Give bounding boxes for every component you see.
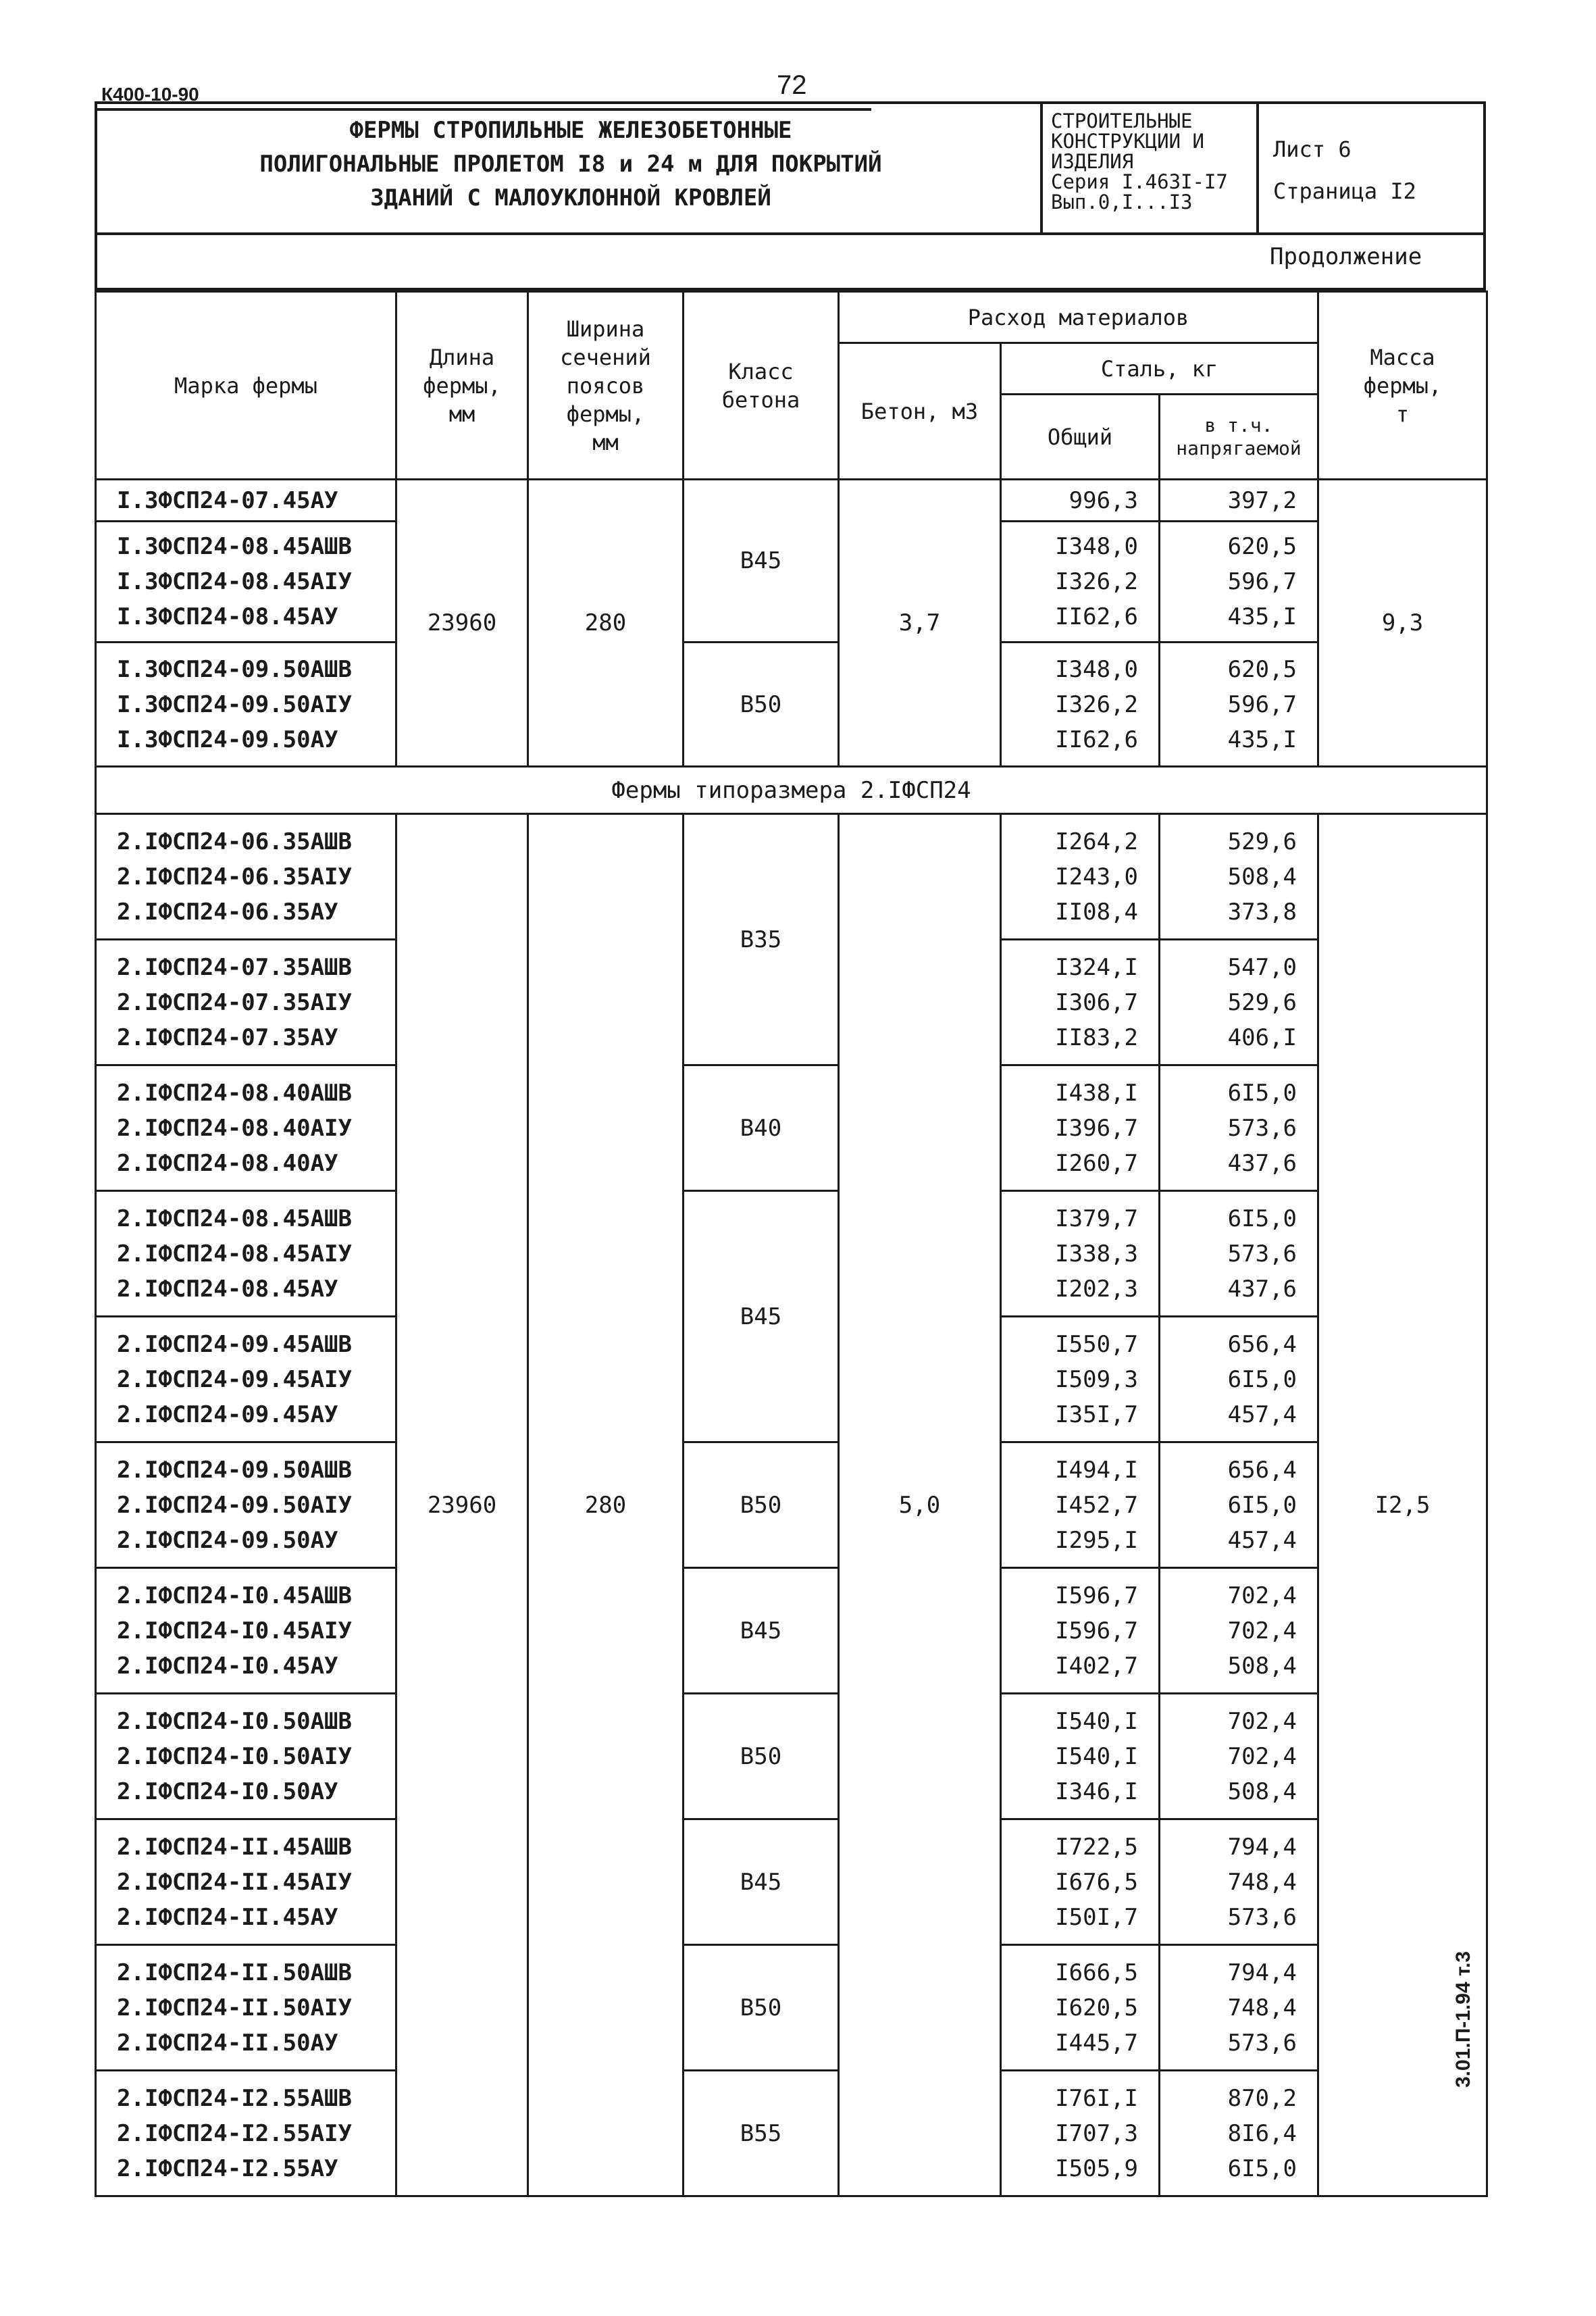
header-steel: Сталь, кг — [1001, 343, 1318, 395]
steel-prestressed-cell: 6I5,0 573,6 437,6 — [1160, 1065, 1318, 1191]
class-cell: В45 — [684, 480, 839, 643]
class-cell: В35 — [684, 814, 839, 1065]
class-cell: В40 — [684, 1065, 839, 1191]
series-line: СТРОИТЕЛЬНЫЕ — [1051, 109, 1193, 132]
length-cell: 23960 — [396, 480, 528, 767]
document-code: К400-10-90 — [101, 84, 199, 105]
series-line: ИЗДЕЛИЯ — [1051, 150, 1134, 173]
class-cell: В45 — [684, 1568, 839, 1694]
title-line: ЗДАНИЙ С МАЛОУКЛОННОЙ КРОВЛЕЙ — [370, 184, 771, 211]
header-steel-prestressed: в т.ч. напрягаемой — [1160, 395, 1318, 480]
continuation-label: Продолжение — [1270, 243, 1422, 270]
steel-total-cell: 996,3 — [1001, 480, 1160, 522]
steel-prestressed-cell: 702,4 702,4 508,4 — [1160, 1694, 1318, 1819]
title-line: ФЕРМЫ СТРОПИЛЬНЫЕ ЖЕЛЕЗОБЕТОННЫЕ — [349, 117, 792, 144]
header-width: Ширина сечений поясов фермы, мм — [528, 292, 684, 480]
header-mark: Марка фермы — [96, 292, 396, 480]
header-length: Длина фермы, мм — [396, 292, 528, 480]
steel-prestressed-cell: 656,4 6I5,0 457,4 — [1160, 1317, 1318, 1442]
mark-cell: 2.IФСП24-08.40АШВ 2.IФСП24-08.40АIУ 2.IФСП24-08.40АУ — [96, 1065, 396, 1191]
steel-prestressed-cell: 6I5,0 573,6 437,6 — [1160, 1191, 1318, 1317]
steel-prestressed-cell: 620,5 596,7 435,I — [1160, 643, 1318, 767]
series-line: Вып.0,I...I3 — [1051, 191, 1193, 213]
mark-cell: 2.IФСП24-I0.45АШВ 2.IФСП24-I0.45АIУ 2.IФСП24-I0.45АУ — [96, 1568, 396, 1694]
mark-cell: 2.IФСП24-I2.55АШВ 2.IФСП24-I2.55АIУ 2.IФСП24-I2.55АУ — [96, 2071, 396, 2196]
concrete-cell: 5,0 — [839, 814, 1001, 2196]
header-mass: Масса фермы, т — [1318, 292, 1487, 480]
mass-cell: 9,3 — [1318, 480, 1487, 767]
mark-cell: 2.IФСП24-II.50АШВ 2.IФСП24-II.50АIУ 2.IФСП24-II.50АУ — [96, 1945, 396, 2071]
document-title — [108, 114, 1033, 215]
series-line: КОНСТРУКЦИИ И — [1051, 130, 1204, 153]
steel-prestressed-cell: 529,6 508,4 373,8 — [1160, 814, 1318, 940]
steel-total-cell: I540,I I540,I I346,I — [1001, 1694, 1160, 1819]
steel-prestressed-cell: 794,4 748,4 573,6 — [1160, 1945, 1318, 2071]
truss-table — [95, 291, 1488, 2197]
mark-cell: 2.IФСП24-06.35АШВ 2.IФСП24-06.35АIУ 2.IФСП24-06.35АУ — [96, 814, 396, 940]
header-materials: Расход материалов — [839, 292, 1318, 343]
title-divider — [1040, 101, 1043, 235]
steel-total-cell: I264,2 I243,0 II08,4 — [1001, 814, 1160, 940]
steel-total-cell: I722,5 I676,5 I50I,7 — [1001, 1819, 1160, 1945]
mark-cell: 2.IФСП24-09.45АШВ 2.IФСП24-09.45АIУ 2.IФСП24-09.45АУ — [96, 1317, 396, 1442]
steel-prestressed-cell: 397,2 — [1160, 480, 1318, 522]
steel-prestressed-cell: 656,4 6I5,0 457,4 — [1160, 1442, 1318, 1568]
steel-total-cell: I438,I I396,7 I260,7 — [1001, 1065, 1160, 1191]
steel-total-cell: I666,5 I620,5 I445,7 — [1001, 1945, 1160, 2071]
concrete-cell: 3,7 — [839, 480, 1001, 767]
mark-cell: I.3ФСП24-07.45АУ — [96, 480, 396, 522]
steel-total-cell: I324,I I306,7 II83,2 — [1001, 940, 1160, 1065]
steel-total-cell: I494,I I452,7 I295,I — [1001, 1442, 1160, 1568]
length-cell: 23960 — [396, 814, 528, 2196]
steel-total-cell: I550,7 I509,3 I35I,7 — [1001, 1317, 1160, 1442]
steel-prestressed-cell: 620,5 596,7 435,I — [1160, 522, 1318, 643]
sheet-info — [1273, 128, 1416, 212]
sheet-number: Лист 6 — [1273, 136, 1352, 162]
steel-total-cell: I596,7 I596,7 I402,7 — [1001, 1568, 1160, 1694]
class-cell: В50 — [684, 1694, 839, 1819]
class-cell: В45 — [684, 1819, 839, 1945]
side-stamp: 3.01.П-1.94 т.3 — [1452, 1950, 1474, 2088]
steel-total-cell: I348,0 I326,2 II62,6 — [1001, 522, 1160, 643]
steel-total-cell: I348,0 I326,2 II62,6 — [1001, 643, 1160, 767]
page-number: 72 — [777, 70, 807, 100]
series-line: Серия I.463I-I7 — [1051, 170, 1228, 193]
steel-prestressed-cell: 870,2 8I6,4 6I5,0 — [1160, 2071, 1318, 2196]
steel-total-cell: I76I,I I707,3 I505,9 — [1001, 2071, 1160, 2196]
class-cell: В55 — [684, 2071, 839, 2196]
class-cell: В50 — [684, 643, 839, 767]
steel-prestressed-cell: 794,4 748,4 573,6 — [1160, 1819, 1318, 1945]
series-info — [1051, 111, 1254, 212]
header-steel-total: Общий — [1001, 395, 1160, 480]
mark-cell: 2.IФСП24-II.45АШВ 2.IФСП24-II.45АIУ 2.IФСП24-II.45АУ — [96, 1819, 396, 1945]
title-line: ПОЛИГОНАЛЬНЫЕ ПРОЛЕТОМ I8 и 24 м ДЛЯ ПОКРЫТИЙ — [259, 151, 882, 178]
header-concrete: Бетон, м3 — [839, 343, 1001, 480]
width-cell: 280 — [528, 814, 684, 2196]
steel-prestressed-cell: 547,0 529,6 406,I — [1160, 940, 1318, 1065]
title-divider — [1256, 101, 1259, 235]
mark-cell: 2.IФСП24-07.35АШВ 2.IФСП24-07.35АIУ 2.IФСП24-07.35АУ — [96, 940, 396, 1065]
mark-cell: 2.IФСП24-09.50АШВ 2.IФСП24-09.50АIУ 2.IФСП24-09.50АУ — [96, 1442, 396, 1568]
mark-cell: 2.IФСП24-08.45АШВ 2.IФСП24-08.45АIУ 2.IФСП24-08.45АУ — [96, 1191, 396, 1317]
class-cell: В45 — [684, 1191, 839, 1442]
mass-cell: I2,5 — [1318, 814, 1487, 2196]
steel-prestressed-cell: 702,4 702,4 508,4 — [1160, 1568, 1318, 1694]
mark-cell: I.3ФСП24-09.50АШВ I.3ФСП24-09.50АIУ I.3ФСП24-09.50АУ — [96, 643, 396, 767]
mark-cell: I.3ФСП24-08.45АШВ I.3ФСП24-08.45АIУ I.3ФСП24-08.45АУ — [96, 522, 396, 643]
width-cell: 280 — [528, 480, 684, 767]
mark-cell: 2.IФСП24-I0.50АШВ 2.IФСП24-I0.50АIУ 2.IФСП24-I0.50АУ — [96, 1694, 396, 1819]
page-label: Страница I2 — [1273, 178, 1416, 204]
header-concrete-class: Класс бетона — [684, 292, 839, 480]
class-cell: В50 — [684, 1945, 839, 2071]
class-cell: В50 — [684, 1442, 839, 1568]
steel-total-cell: I379,7 I338,3 I202,3 — [1001, 1191, 1160, 1317]
section-subheader: Фермы типоразмера 2.IФСП24 — [96, 767, 1487, 814]
